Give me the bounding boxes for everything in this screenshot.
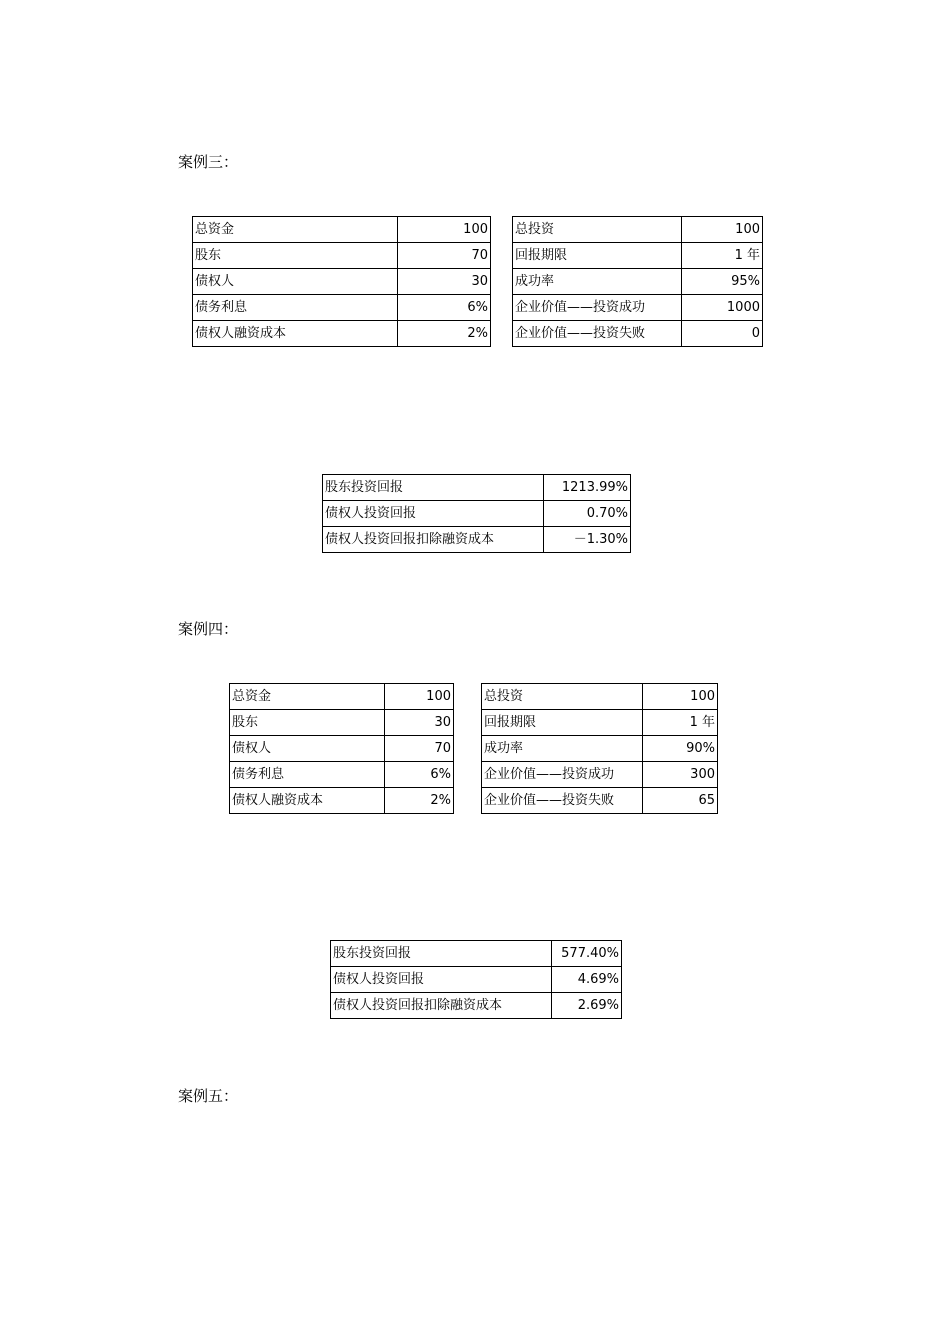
table-row: [331, 967, 622, 993]
param-value: 95%: [682, 269, 763, 295]
table-row: [323, 501, 631, 527]
column-gap: [491, 269, 513, 295]
param-value: 6%: [385, 762, 454, 788]
param-label: 成功率: [513, 269, 682, 295]
result-label: 债权人投资回报: [331, 967, 552, 993]
column-gap: [491, 295, 513, 321]
table-row: [193, 295, 763, 321]
param-label: 企业价值——投资成功: [513, 295, 682, 321]
table-row: [230, 788, 718, 814]
param-label: 企业价值——投资失败: [513, 321, 682, 347]
param-label: 总资金: [230, 684, 385, 710]
param-value: 100: [643, 684, 718, 710]
result-value: 4.69%: [552, 967, 622, 993]
param-value: 70: [385, 736, 454, 762]
param-label: 总资金: [193, 217, 398, 243]
param-label: 债务利息: [193, 295, 398, 321]
result-label: 债权人投资回报扣除融资成本: [323, 527, 544, 553]
param-value: 1000: [682, 295, 763, 321]
param-value: 70: [398, 243, 491, 269]
case5-heading: 案例五：: [178, 1087, 239, 1105]
param-value: 30: [398, 269, 491, 295]
param-value: 100: [398, 217, 491, 243]
case3-results-table: [322, 474, 631, 553]
column-gap: [454, 710, 482, 736]
table-row: [323, 475, 631, 501]
column-gap: [491, 217, 513, 243]
param-value: 300: [643, 762, 718, 788]
table-row: [193, 217, 763, 243]
param-label: 回报期限: [513, 243, 682, 269]
param-label: 债权人融资成本: [230, 788, 385, 814]
param-value: 1 年: [682, 243, 763, 269]
table-row: [193, 321, 763, 347]
param-value: 0: [682, 321, 763, 347]
table-row: [331, 993, 622, 1019]
param-label: 股东: [193, 243, 398, 269]
table-row: [230, 684, 718, 710]
case4-results-table: [330, 940, 622, 1019]
table-row: [331, 941, 622, 967]
param-label: 企业价值——投资成功: [482, 762, 643, 788]
result-value: 2.69%: [552, 993, 622, 1019]
case4-params-table: [229, 683, 718, 814]
param-value: 2%: [398, 321, 491, 347]
result-value: －1.30%: [544, 527, 631, 553]
result-value: 1213.99%: [544, 475, 631, 501]
param-value: 2%: [385, 788, 454, 814]
param-label: 企业价值——投资失败: [482, 788, 643, 814]
param-value: 100: [682, 217, 763, 243]
table-row: [323, 527, 631, 553]
param-value: 65: [643, 788, 718, 814]
table-row: [230, 736, 718, 762]
case4-heading: 案例四：: [178, 620, 239, 638]
param-label: 股东: [230, 710, 385, 736]
table-row: [230, 710, 718, 736]
column-gap: [491, 321, 513, 347]
result-value: 577.40%: [552, 941, 622, 967]
param-label: 债权人: [230, 736, 385, 762]
column-gap: [454, 684, 482, 710]
param-label: 债权人融资成本: [193, 321, 398, 347]
result-label: 债权人投资回报: [323, 501, 544, 527]
table-row: [193, 243, 763, 269]
column-gap: [491, 243, 513, 269]
param-label: 成功率: [482, 736, 643, 762]
table-row: [230, 762, 718, 788]
case3-heading: 案例三：: [178, 153, 239, 171]
result-label: 股东投资回报: [323, 475, 544, 501]
param-label: 回报期限: [482, 710, 643, 736]
param-label: 总投资: [482, 684, 643, 710]
column-gap: [454, 736, 482, 762]
result-label: 债权人投资回报扣除融资成本: [331, 993, 552, 1019]
param-value: 90%: [643, 736, 718, 762]
param-value: 30: [385, 710, 454, 736]
result-label: 股东投资回报: [331, 941, 552, 967]
column-gap: [454, 762, 482, 788]
column-gap: [454, 788, 482, 814]
param-value: 100: [385, 684, 454, 710]
param-value: 6%: [398, 295, 491, 321]
param-label: 债权人: [193, 269, 398, 295]
param-label: 债务利息: [230, 762, 385, 788]
table-row: [193, 269, 763, 295]
result-value: 0.70%: [544, 501, 631, 527]
param-value: 1 年: [643, 710, 718, 736]
case3-params-table: [192, 216, 763, 347]
param-label: 总投资: [513, 217, 682, 243]
